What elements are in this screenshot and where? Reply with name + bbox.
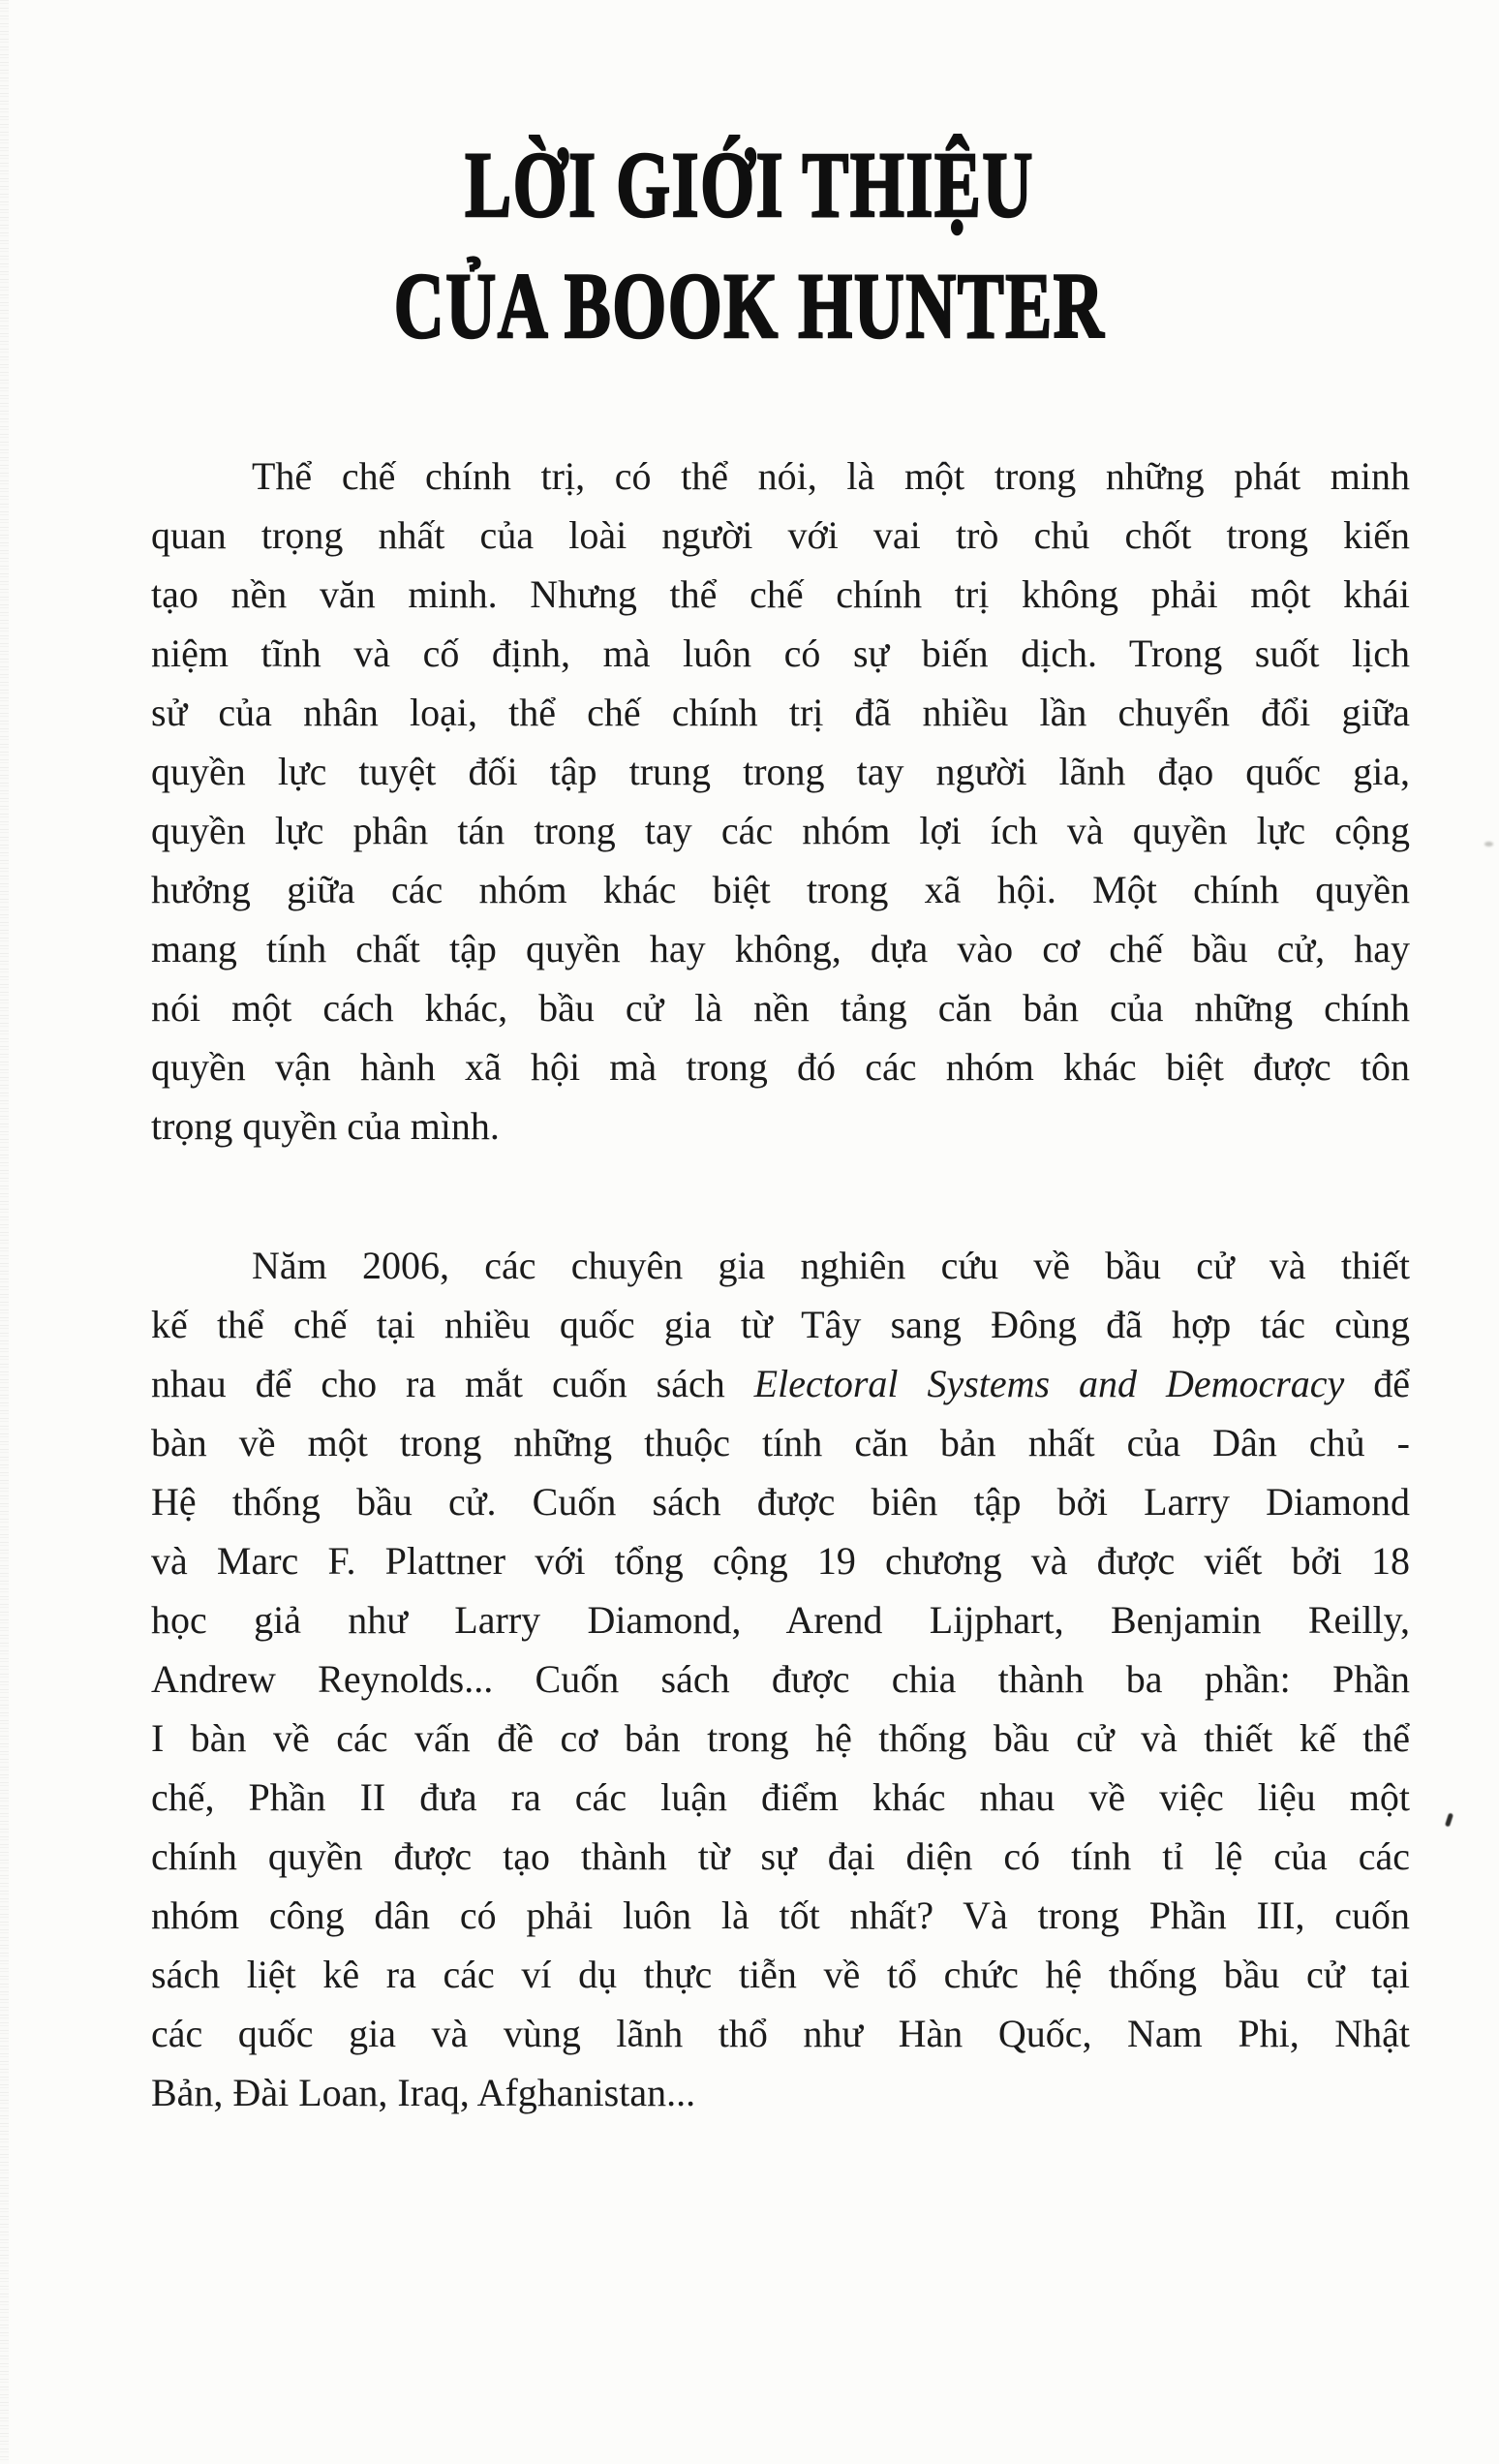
text-line: mang tính chất tập quyền hay không, dựa vào cơ chế bầu cử, hay [151, 927, 1410, 970]
text-line: niệm tĩnh và cố định, mà luôn có sự biến dịch. Trong suốt lịch [151, 631, 1410, 675]
text-line: kế thể chế tại nhiều quốc gia từ Tây sang Đông đã hợp tác cùng [151, 1303, 1410, 1346]
text-line: trọng quyền của mình. [151, 1104, 500, 1148]
book-title-italic: Electoral Systems and Democracy [753, 1362, 1345, 1405]
body-text [151, 447, 1410, 2122]
paragraph-gap [151, 1155, 1410, 1236]
text-line: quyền lực tuyệt đối tập trung trong tay người lãnh đạo quốc gia, [151, 750, 1410, 793]
text-segment: nhau để cho ra mắt cuốn sách [151, 1362, 754, 1405]
ink-speck [1445, 1813, 1453, 1828]
text-line: Bản, Đài Loan, Iraq, Afghanistan... [151, 2071, 696, 2114]
text-line: chế, Phần II đưa ra các luận điểm khác nhau về việc liệu một [151, 1775, 1410, 1819]
title-line-2: CỦA BOOK HUNTER [393, 254, 1106, 357]
title-line-1: LỜI GIỚI THIỆU [465, 133, 1034, 236]
text-line: sử của nhân loại, thể chế chính trị đã nhiều lần chuyển đổi giữa [151, 691, 1410, 734]
text-line: I bàn về các vấn đề cơ bản trong hệ thống bầu cử và thiết kế thể [151, 1716, 1410, 1760]
text-line: sách liệt kê ra các ví dụ thực tiễn về tổ chức hệ thống bầu cử tại [151, 1953, 1410, 1996]
ink-speck [1484, 842, 1493, 847]
text-line: Thể chế chính trị, có thể nói, là một trong những phát minh [252, 454, 1410, 498]
text-line: Hệ thống bầu cử. Cuốn sách được biên tập bởi Larry Diamond [151, 1480, 1410, 1524]
text-line: nhóm công dân có phải luôn là tốt nhất? Và trong Phần III, cuốn [151, 1894, 1410, 1937]
chapter-title [0, 124, 1499, 366]
text-segment: để [1344, 1362, 1410, 1405]
text-line: các quốc gia và vùng lãnh thổ như Hàn Quốc, Nam Phi, Nhật [151, 2012, 1410, 2055]
text-line: chính quyền được tạo thành từ sự đại diện có tính tỉ lệ của các [151, 1834, 1410, 1878]
text-line: tạo nền văn minh. Nhưng thể chế chính trị không phải một khái [151, 572, 1410, 616]
text-line: và Marc F. Plattner với tổng cộng 19 chương và được viết bởi 18 [151, 1539, 1410, 1583]
scan-edge-artifact [0, 0, 9, 2464]
text-line: quyền lực phân tán trong tay các nhóm lợi ích và quyền lực cộng [151, 809, 1410, 852]
text-line: bàn về một trong những thuộc tính căn bản nhất của Dân chủ - [151, 1421, 1410, 1464]
text-line [151, 1354, 1410, 1413]
text-line: học giả như Larry Diamond, Arend Lijphart, Benjamin Reilly, [151, 1598, 1410, 1642]
text-line: hưởng giữa các nhóm khác biệt trong xã hội. Một chính quyền [151, 868, 1410, 911]
text-line: Năm 2006, các chuyên gia nghiên cứu về bầu cử và thiết [252, 1244, 1410, 1287]
text-line: quyền vận hành xã hội mà trong đó các nhóm khác biệt được tôn [151, 1045, 1410, 1089]
paragraph-2 [151, 1236, 1410, 2122]
text-line: quan trọng nhất của loài người với vai trò chủ chốt trong kiến [151, 513, 1410, 557]
paragraph-1 [151, 447, 1410, 1155]
text-line: nói một cách khác, bầu cử là nền tảng căn bản của những chính [151, 986, 1410, 1030]
text-line: Andrew Reynolds... Cuốn sách được chia thành ba phần: Phần [151, 1657, 1410, 1701]
